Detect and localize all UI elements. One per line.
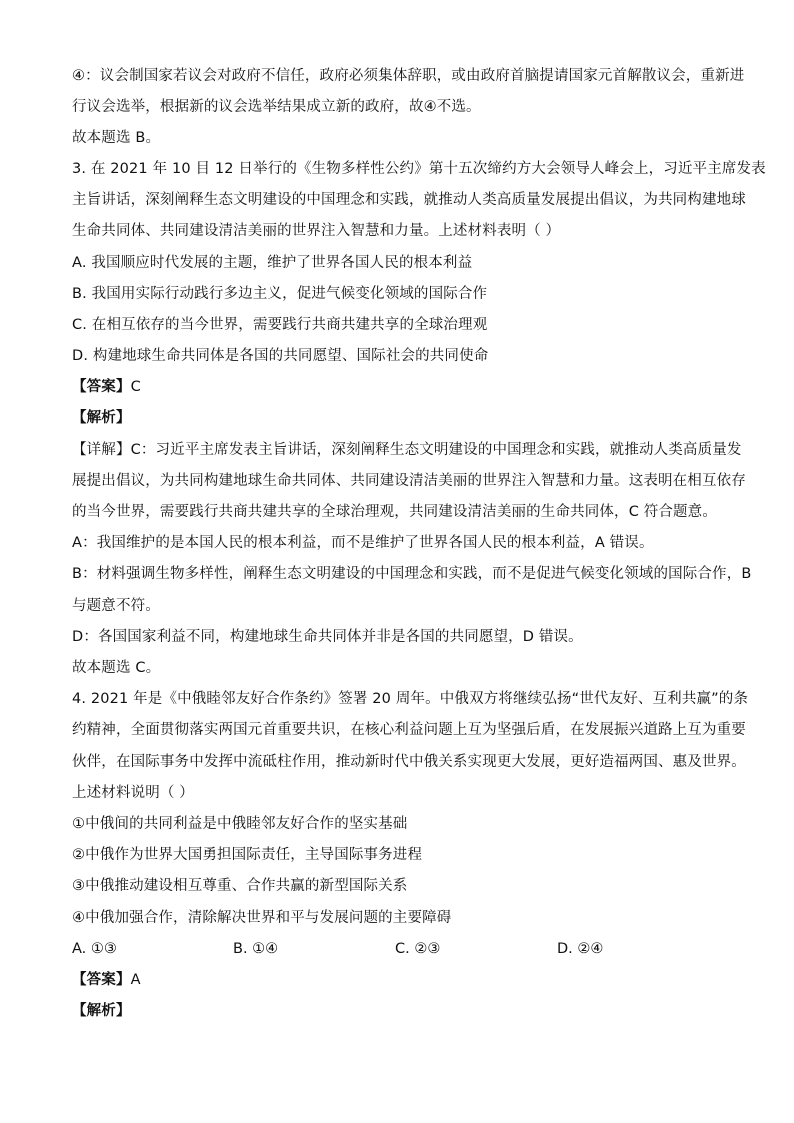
prev-analysis-line-2: 行议会选举，根据新的议会选举结果成立新的政府，故④不选。 bbox=[72, 99, 481, 115]
q4-item-2: ②中俄作为世界大国勇担国际责任，主导国际事务进程 bbox=[72, 847, 423, 863]
q3-conclusion: 故本题选 C。 bbox=[72, 660, 161, 676]
q3-analysis-b-line-1: B：材料强调生物多样性，阐释生态文明建设的中国理念和实践，而不是促进气候变化领域的国际合作，B bbox=[72, 566, 752, 582]
q3-stem-line-3: 生命共同体、共同建设清洁美丽的世界注入智慧和力量。上述材料表明（ ） bbox=[72, 223, 561, 239]
q3-detail-line-2: 展提出倡议，为共同构建地球生命共同体、共同建设清洁美丽的世界注入智慧和力量。这表明在相互依存 bbox=[72, 473, 746, 489]
q4-stem-line-3: 伙伴，在国际事务中发挥中流砥柱作用，推动新时代中俄关系实现更大发展，更好造福两国、惠及世界。 bbox=[72, 754, 746, 770]
q4-option-a: A. ①③ bbox=[72, 941, 117, 957]
q4-option-c: C. ②③ bbox=[395, 941, 441, 957]
q3-option-c: C. 在相互依存的当今世界，需要践行共商共建共享的全球治理观 bbox=[72, 317, 488, 333]
q3-answer-label: 【答案】 bbox=[72, 379, 131, 395]
q4-stem-line-2: 约精神，全面贯彻落实两国元首重要共识，在核心利益问题上互为坚强后盾，在发展振兴道路上互为重要 bbox=[72, 722, 746, 738]
q3-answer bbox=[72, 377, 141, 397]
q4-item-1: ①中俄间的共同利益是中俄睦邻友好合作的坚实基础 bbox=[72, 816, 408, 832]
q4-item-4: ④中俄加强合作，清除解决世界和平与发展问题的主要障碍 bbox=[72, 910, 452, 926]
q4-answer-value: A bbox=[130, 972, 141, 988]
q3-analysis-label: 【解析】 bbox=[72, 410, 131, 426]
q4-option-b: B. ①④ bbox=[233, 941, 279, 957]
q4-stem-line-1: 4. 2021 年是《中俄睦邻友好合作条约》签署 20 周年。中俄双方将继续弘扬“世代友好、互利共赢”的条 bbox=[72, 691, 749, 707]
q4-option-d: D. ②④ bbox=[557, 941, 604, 957]
q4-analysis-label: 【解析】 bbox=[72, 1003, 131, 1019]
q3-option-b: B. 我国用实际行动践行多边主义，促进气候变化领域的国际合作 bbox=[72, 286, 488, 302]
q4-item-3: ③中俄推动建设相互尊重、合作共赢的新型国际关系 bbox=[72, 878, 408, 894]
q3-analysis-b-line-2: 与题意不符。 bbox=[72, 598, 160, 614]
q3-detail-line-1: 【详解】C：习近平主席发表主旨讲话，深刻阐释生态文明建设的中国理念和实践，就推动人类高质量发 bbox=[72, 442, 742, 458]
q3-option-d: D. 构建地球生命共同体是各国的共同愿望、国际社会的共同使命 bbox=[72, 348, 489, 364]
prev-analysis-line-1: ④：议会制国家若议会对政府不信任，政府必须集体辞职，或由政府首脑提请国家元首解散议会，重新进 bbox=[72, 68, 745, 84]
q3-stem-line-2: 主旨讲话，深刻阐释生态文明建设的中国理念和实践，就推动人类高质量发展提出倡议，为共同构建地球 bbox=[72, 192, 746, 208]
q3-answer-value: C bbox=[130, 379, 141, 395]
q4-stem-line-4: 上述材料说明（ ） bbox=[72, 785, 194, 801]
q4-answer-label: 【答案】 bbox=[72, 972, 131, 988]
prev-conclusion: 故本题选 B。 bbox=[72, 130, 161, 146]
q3-analysis-a: A：我国维护的是本国人民的根本利益，而不是维护了世界各国人民的根本利益，A 错误。 bbox=[72, 535, 654, 551]
q4-answer bbox=[72, 970, 141, 990]
q3-option-a: A. 我国顺应时代发展的主题，维护了世界各国人民的根本利益 bbox=[72, 255, 473, 271]
q3-detail-line-3: 的当今世界，需要践行共商共建共享的全球治理观，共同建设清洁美丽的生命共同体，C 符合题意。 bbox=[72, 504, 717, 520]
q3-analysis-d: D：各国国家利益不同，构建地球生命共同体并非是各国的共同愿望，D 错误。 bbox=[72, 629, 583, 645]
q3-stem-line-1: 3. 在 2021 年 10 目 12 日举行的《生物多样性公约》第十五次缔约方大会领导人峰会上，习近平主席发表 bbox=[72, 161, 766, 177]
